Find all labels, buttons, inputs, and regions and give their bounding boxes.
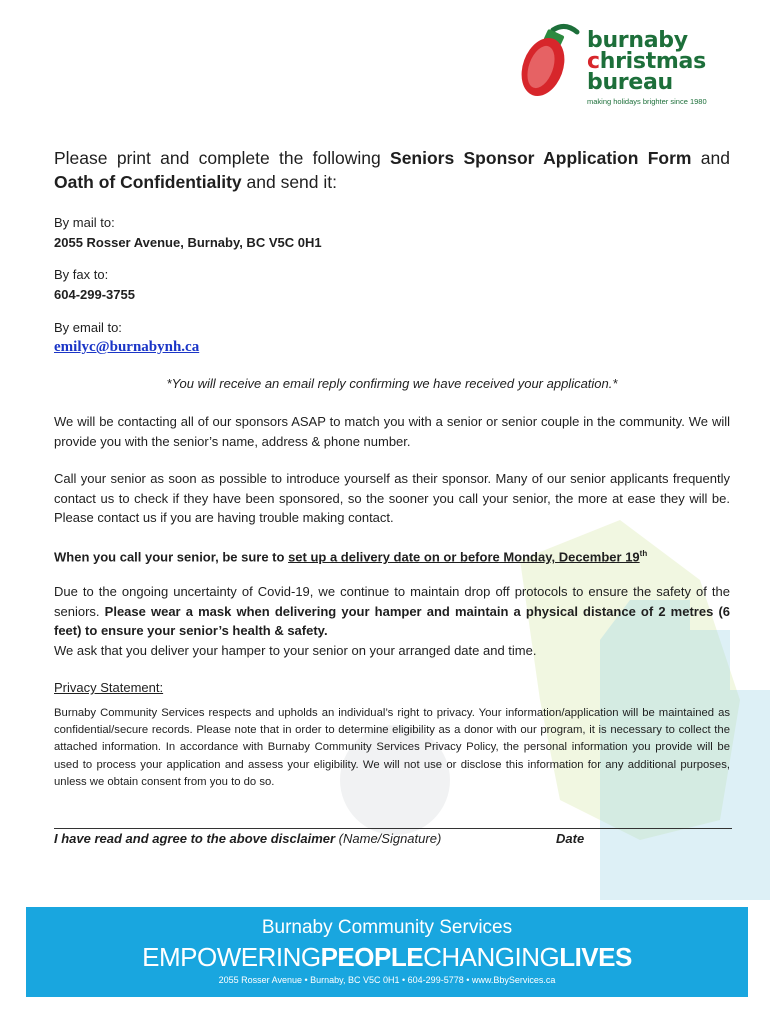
signature-line	[54, 828, 732, 829]
privacy-heading: Privacy Statement:	[54, 680, 164, 695]
covid-paragraph: Due to the ongoing uncertainty of Covid-19, we continue to maintain drop off protocols to ensure the safety of the seniors. Please wear a mask when delivering your hamper and maintain a physical distance of 2 metres (6 feet) to ensure your senior’s health & safety. We ask that you deliver your hamper to your senior on your arranged date and time.	[54, 584, 730, 658]
fax-number: 604-299-3755	[54, 287, 135, 302]
email-label: By email to:	[54, 320, 122, 335]
signature-label: I have read and agree to the above disclaimer (Name/Signature)	[54, 831, 442, 846]
logo-line-christmas: christmas	[587, 49, 706, 74]
confirmation-note: *You will receive an email reply confirming we have received your application.*	[166, 376, 618, 391]
contacting-paragraph: We will be contacting all of our sponsors ASAP to match you with a senior or senior couple in the community. We will provide you with the senior’s name, address & phone number.	[54, 414, 730, 449]
footer-address: 2055 Rosser Avenue • Burnaby, BC V5C 0H1 • 604-299-5778 • www.BbyServices.ca	[218, 975, 556, 985]
mail-address: 2055 Rosser Avenue, Burnaby, BC V5C 0H1	[54, 235, 322, 250]
logo-line-burnaby: burnaby	[587, 28, 688, 53]
privacy-statement: Burnaby Community Services respects and upholds an individual’s right to privacy. Your information/application will be maintained as confidential/secure records. Please note that in order to determine eligibility as a donor with our program, it is necessary to collect the attached information. In accordance with Burnaby Community Services Privacy Policy, the personal information you provide will be used to process your application and assess your eligibility. We will not use or disclose this information for any additional purposes, unless we obtain consent from you to do so.	[54, 707, 730, 788]
footer-org-name: Burnaby Community Services	[261, 917, 513, 938]
bureau-logo	[515, 20, 755, 120]
mail-label: By mail to:	[54, 215, 115, 230]
oath-name: Oath of Confidentiality	[54, 172, 242, 192]
date-label: Date	[556, 831, 585, 846]
footer-slogan: EMPOWERINGPEOPLECHANGINGLIVES	[142, 942, 632, 972]
logo-tagline: making holidays brighter since 1980	[587, 97, 707, 106]
intro-heading: Please print and complete the following Seniors Sponsor Application Form and Oath of Confidentiality and send it:	[54, 148, 730, 192]
logo-line-bureau: bureau	[587, 70, 673, 95]
fax-label: By fax to:	[54, 267, 109, 282]
ornament-icon	[515, 22, 585, 102]
email-link[interactable]: emilyc@burnabynh.ca	[54, 339, 200, 355]
call-paragraph: Call your senior as soon as possible to introduce yourself as their sponsor. Many of our senior applicants frequently contact us to check if they have been sponsored, so the sooner you call your senior, the more at ease they will be. Please contact us if you are having trouble making contact.	[54, 471, 730, 525]
form-name: Seniors Sponsor Application Form	[390, 148, 692, 168]
delivery-date-notice: When you call your senior, be sure to set up a delivery date on or before Monday, December 19th	[54, 549, 648, 565]
footer-banner	[26, 907, 748, 997]
